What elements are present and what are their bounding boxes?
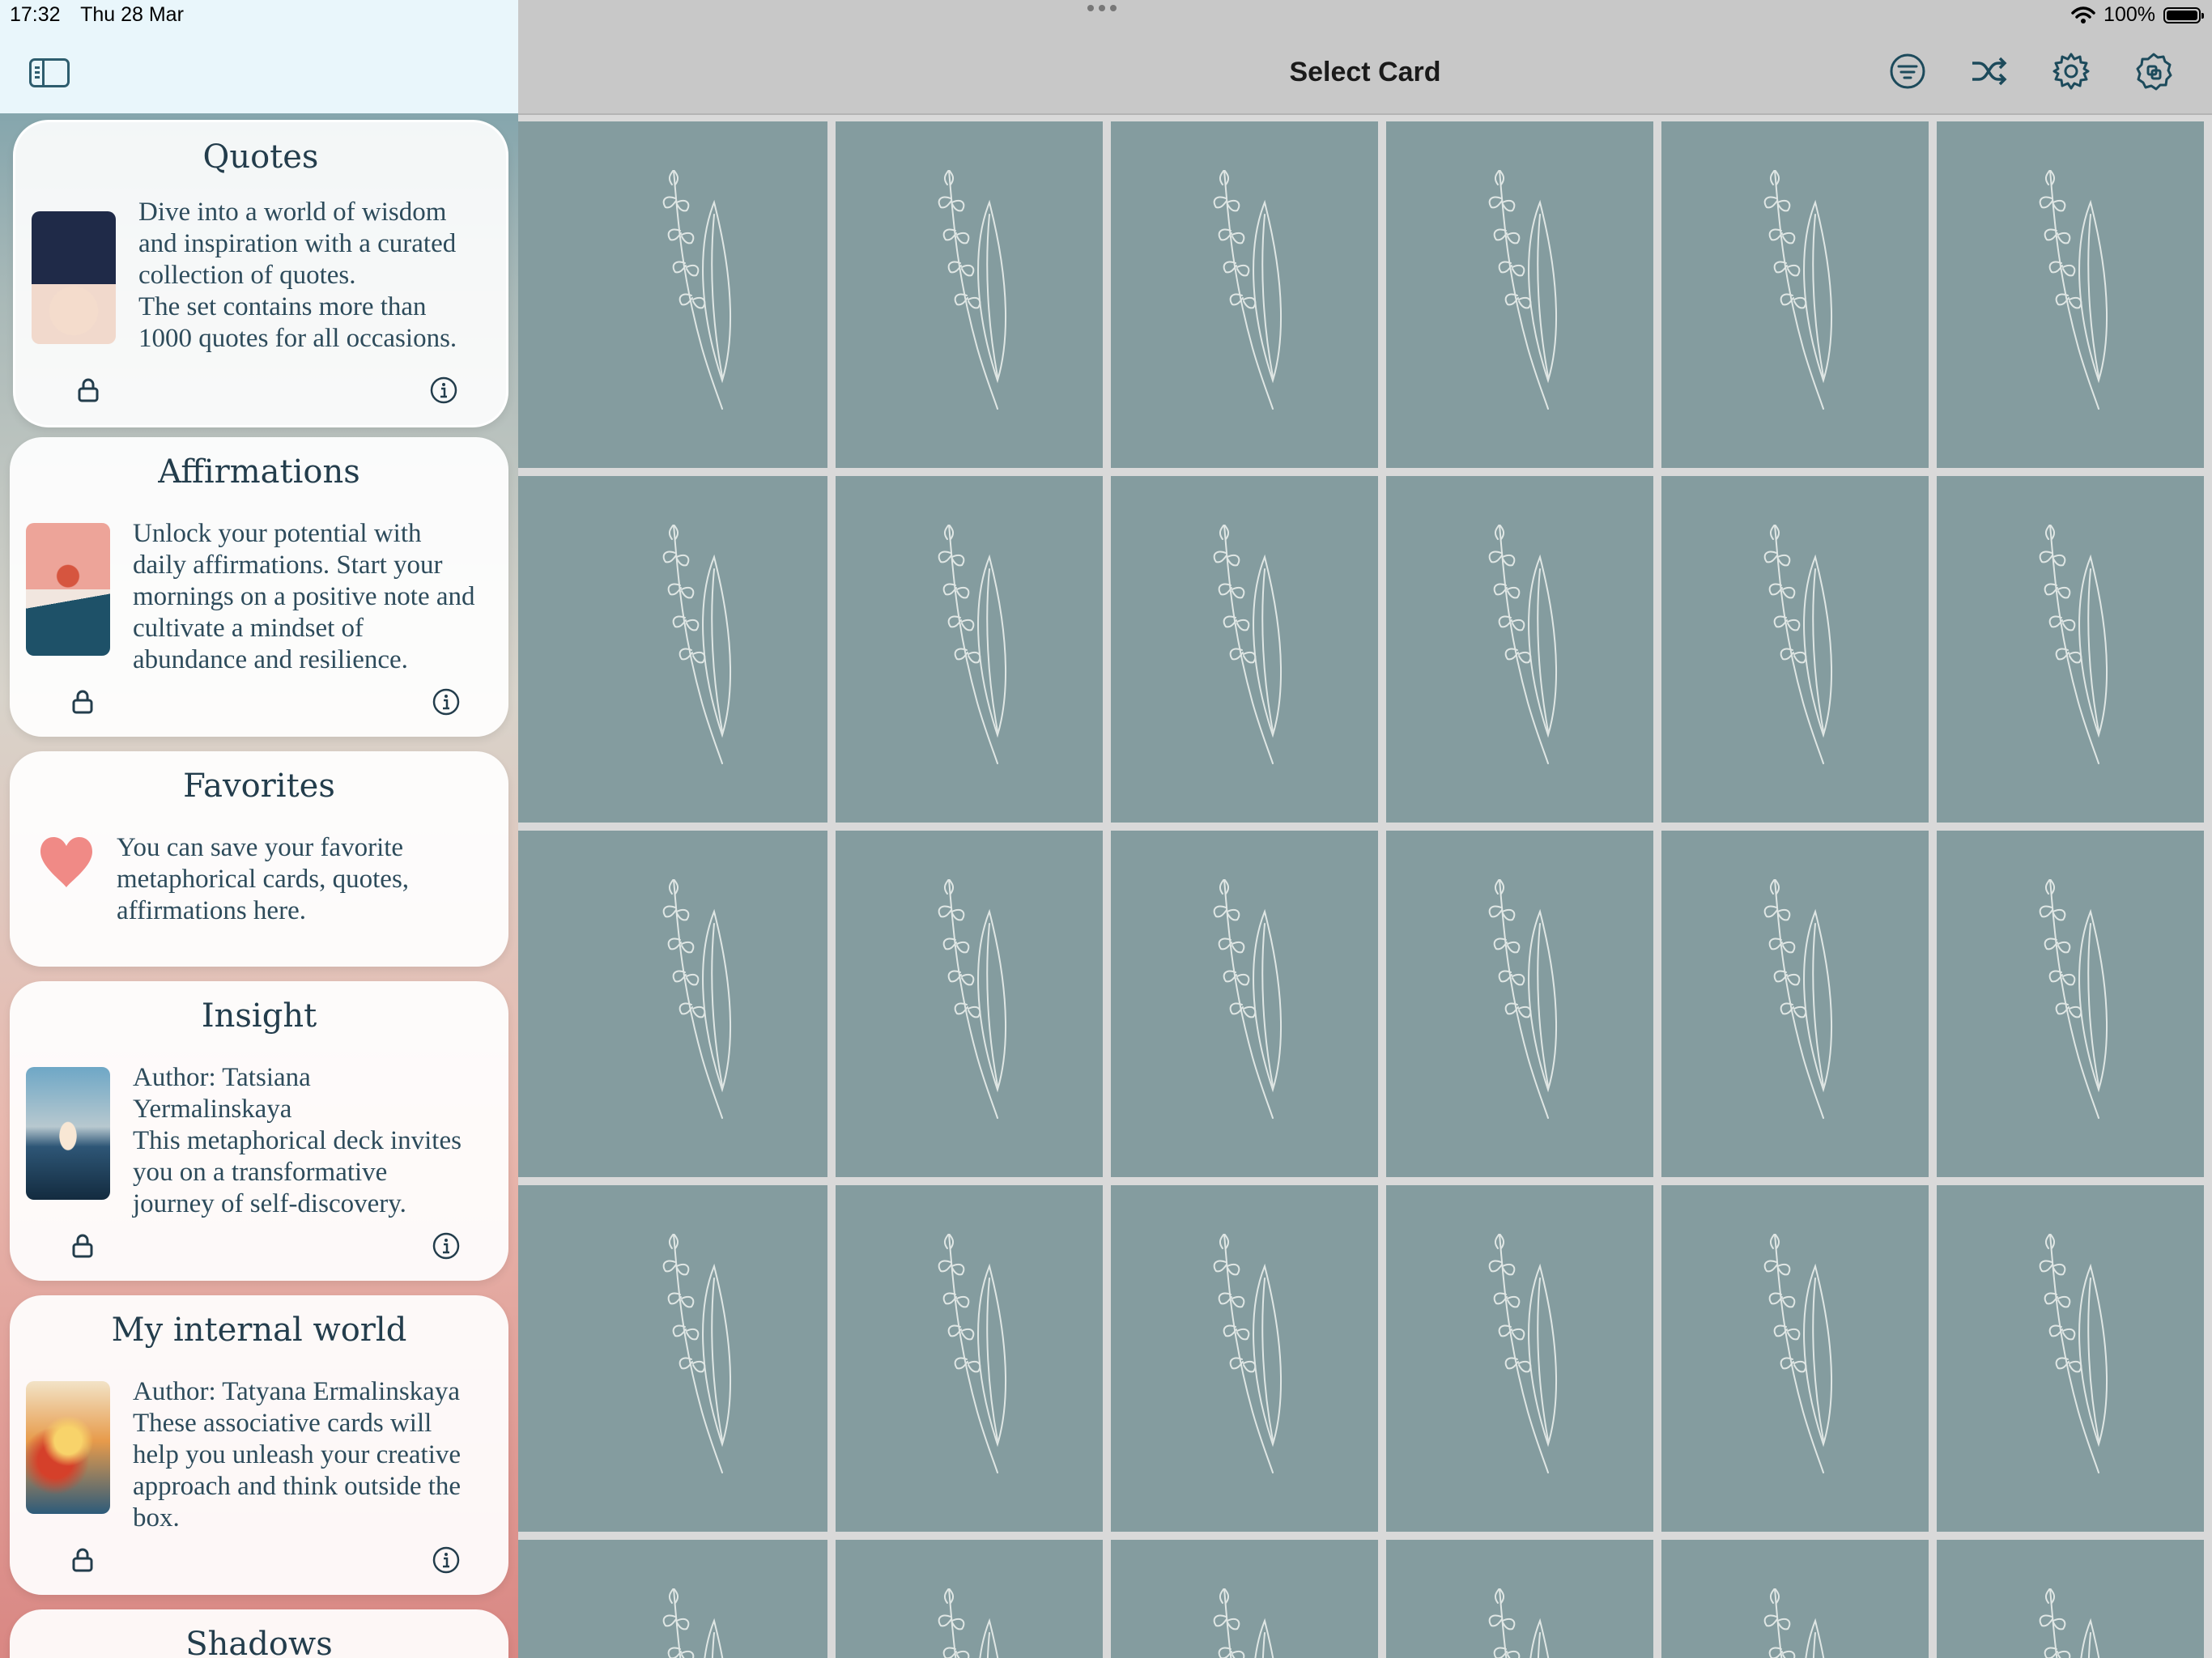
card-back-tile[interactable] — [1386, 476, 1653, 823]
deck-card-affirmations[interactable] — [10, 437, 508, 737]
sprig-illustration — [641, 1234, 755, 1477]
multitasking-dots-icon[interactable] — [1087, 5, 1117, 11]
deck-thumbnail-image — [26, 1381, 110, 1514]
sprig-illustration — [2018, 170, 2131, 413]
sprig-illustration — [1467, 879, 1580, 1122]
page-title: Select Card — [1289, 57, 1441, 87]
card-back-tile[interactable] — [1661, 476, 1929, 823]
card-back-tile[interactable] — [1661, 121, 1929, 468]
deck-description: Dive into a world of wisdom and inspiration with a curated collection of quotes. The set contains more than 1000 quotes for all occasions. — [138, 198, 457, 353]
sprig-illustration — [917, 879, 1030, 1122]
deck-description: Author: Tatsiana Yermalinskaya This metaphorical deck invites you on a transformative journey of self-discovery. — [133, 1063, 462, 1218]
sprig-illustration — [1742, 170, 1856, 413]
card-back-tile[interactable] — [1661, 831, 1929, 1177]
badge-gear-icon[interactable] — [2134, 52, 2173, 91]
deck-title: Insight — [201, 997, 317, 1035]
lock-icon — [71, 690, 94, 714]
deck-title: Quotes — [202, 138, 319, 176]
info-icon[interactable] — [432, 1546, 460, 1574]
card-back-tile[interactable] — [560, 121, 827, 468]
card-back-tile[interactable] — [1937, 476, 2204, 823]
card-back-tile[interactable] — [1111, 121, 1378, 468]
deck-card-shadows[interactable] — [10, 1609, 508, 1658]
deck-title: My internal world — [111, 1312, 407, 1349]
sprig-illustration — [2018, 879, 2131, 1122]
gear-icon[interactable] — [2052, 52, 2091, 91]
sidebar — [0, 0, 518, 1658]
sprig-illustration — [1192, 170, 1305, 413]
sprig-illustration — [641, 1588, 755, 1658]
sprig-illustration — [1742, 525, 1856, 767]
card-back-tile[interactable] — [836, 831, 1103, 1177]
card-back-tile[interactable] — [1661, 1185, 1929, 1532]
card-back-tile[interactable] — [1386, 1185, 1653, 1532]
deck-thumbnail-image — [26, 523, 110, 656]
card-back-tile[interactable] — [1661, 1540, 1929, 1658]
card-back-tile[interactable] — [560, 831, 827, 1177]
card-back-tile[interactable] — [1111, 1185, 1378, 1532]
deck-title: Favorites — [183, 767, 335, 805]
card-back-tile[interactable] — [1937, 1540, 2204, 1658]
sprig-illustration — [1192, 525, 1305, 767]
nav-bar — [518, 0, 2212, 115]
deck-card-quotes[interactable] — [13, 120, 508, 427]
menu-lines-icon[interactable] — [1888, 52, 1927, 91]
deck-description: You can save your favorite metaphorical cards, quotes, affirmations here. — [117, 833, 410, 925]
status-bar-left — [10, 3, 198, 27]
deck-title: Affirmations — [158, 453, 360, 491]
sprig-illustration — [1742, 879, 1856, 1122]
card-back-tile[interactable] — [1111, 831, 1378, 1177]
card-back-tile[interactable] — [1386, 1540, 1653, 1658]
lock-icon — [77, 378, 100, 402]
card-back-tile[interactable] — [1386, 831, 1653, 1177]
card-back-tile[interactable] — [1937, 1185, 2204, 1532]
sprig-illustration — [2018, 525, 2131, 767]
sprig-illustration — [2018, 1588, 2131, 1658]
sprig-illustration — [1192, 1588, 1305, 1658]
sprig-illustration — [1742, 1588, 1856, 1658]
sprig-illustration — [2018, 1234, 2131, 1477]
info-icon[interactable] — [430, 376, 457, 404]
shuffle-icon[interactable] — [1969, 52, 2008, 91]
card-back-tile[interactable] — [836, 1540, 1103, 1658]
lock-icon — [71, 1548, 94, 1572]
status-bar-right — [2071, 3, 2201, 27]
card-back-tile[interactable] — [836, 1185, 1103, 1532]
card-back-tile[interactable] — [836, 476, 1103, 823]
card-back-tile[interactable] — [1937, 121, 2204, 468]
card-back-tile[interactable] — [1111, 476, 1378, 823]
wifi-icon — [2071, 6, 2095, 24]
card-back-tile[interactable] — [1937, 831, 2204, 1177]
sprig-illustration — [641, 525, 755, 767]
deck-card-insight[interactable] — [10, 981, 508, 1281]
sidebar-toggle-icon[interactable] — [29, 58, 70, 87]
battery-percent: 100% — [2104, 3, 2155, 26]
sprig-illustration — [641, 170, 755, 413]
heart-icon — [37, 834, 96, 892]
card-back-tile[interactable] — [1111, 1540, 1378, 1658]
sprig-illustration — [1467, 525, 1580, 767]
card-back-tile[interactable] — [560, 1185, 827, 1532]
card-back-tile[interactable] — [560, 476, 827, 823]
deck-title: Shadows — [185, 1626, 333, 1658]
status-time: 17:32 — [10, 3, 61, 26]
sprig-illustration — [1467, 170, 1580, 413]
card-back-tile[interactable] — [560, 1540, 827, 1658]
sprig-illustration — [1192, 1234, 1305, 1477]
card-grid — [518, 115, 2212, 1658]
sprig-illustration — [641, 879, 755, 1122]
sprig-illustration — [1742, 1234, 1856, 1477]
card-back-tile[interactable] — [836, 121, 1103, 468]
sprig-illustration — [1192, 879, 1305, 1122]
deck-card-favorites[interactable] — [10, 751, 508, 967]
lock-icon — [71, 1234, 94, 1258]
battery-icon — [2163, 7, 2201, 23]
deck-card-my-internal-world[interactable] — [10, 1295, 508, 1595]
info-icon[interactable] — [432, 1232, 460, 1260]
sprig-illustration — [917, 525, 1030, 767]
deck-description: Author: Tatyana Ermalinskaya These associative cards will help you unleash your creative approach and think outside the box. — [133, 1377, 462, 1533]
sprig-illustration — [1467, 1588, 1580, 1658]
sprig-illustration — [1467, 1234, 1580, 1477]
sprig-illustration — [917, 1588, 1030, 1658]
info-icon[interactable] — [432, 688, 460, 716]
deck-description: Unlock your potential with daily affirmations. Start your mornings on a positive note and cultivate a mindset of abundance and resilience. — [133, 519, 475, 674]
sprig-illustration — [917, 1234, 1030, 1477]
sprig-illustration — [917, 170, 1030, 413]
status-date: Thu 28 Mar — [80, 3, 184, 26]
deck-thumbnail-image — [32, 211, 116, 344]
deck-thumbnail-image — [26, 1067, 110, 1200]
card-back-tile[interactable] — [1386, 121, 1653, 468]
